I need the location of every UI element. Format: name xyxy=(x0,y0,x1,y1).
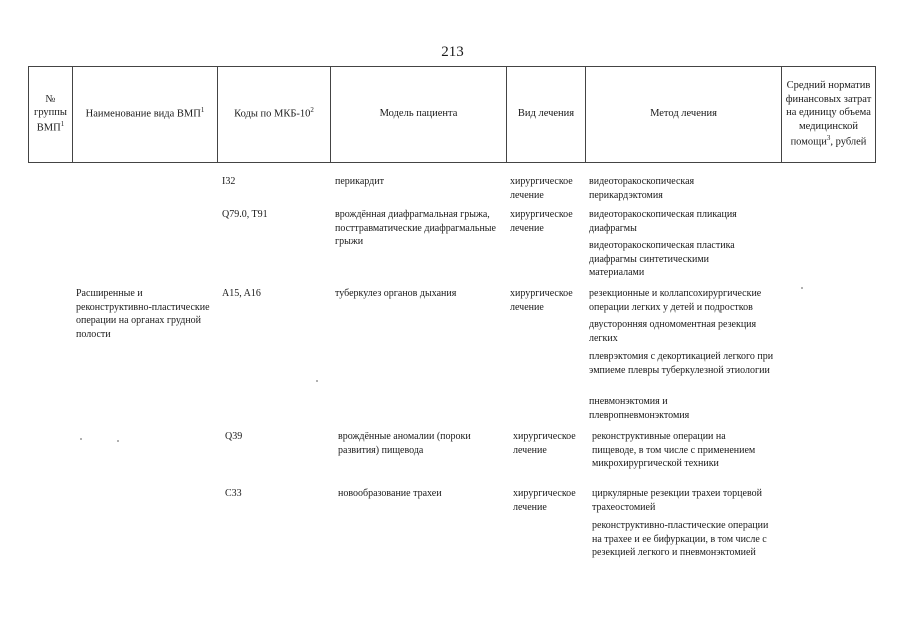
header-treatment-method: Метод лечения xyxy=(650,108,717,120)
header-icd-codes: Коды по МКБ-$10^2$ xyxy=(234,106,314,120)
patient-model: врождённая диафрагмальная грыжа, посттравматические диафрагмальные грыжи xyxy=(335,209,496,247)
header-patient-model: Модель пациента xyxy=(379,108,458,120)
header-vmp-name: Наименование вида ВМП$^1$ xyxy=(85,106,205,120)
treatment-method: плеврэктомия с декортикацией легкого при эмпиеме плевры туберкулезной этиологии xyxy=(589,351,774,376)
treatment-type: хирургическое лечение xyxy=(513,431,576,456)
treatment-type: хирургическое лечение xyxy=(513,488,576,513)
treatment-method: видеоторакоскопическая пластика диафрагмы синтетическими материалами xyxy=(589,240,735,278)
header-group-no: № группы ВМП$^1$ xyxy=(34,93,67,134)
patient-model: новообразование трахеи xyxy=(338,488,442,499)
patient-model: врождённые аномалии (пороки развития) пищевода xyxy=(338,431,471,456)
treatment-type: хирургическое лечение xyxy=(510,288,573,313)
page-number: 213 xyxy=(441,44,464,60)
icd-code: Q39 xyxy=(225,431,243,442)
treatment-type: хирургическое лечение xyxy=(510,176,573,201)
icd-code: I32 xyxy=(222,176,236,187)
scan-speck xyxy=(117,440,119,442)
scan-speck xyxy=(801,287,803,289)
treatment-method: видеоторакоскопическая перикардэктомия xyxy=(589,176,695,201)
treatment-method: реконструктивно-пластические операции на трахее и ее бифуркации, в том числе с резекцией легкого и пневмонэктомией xyxy=(592,520,769,558)
vmp-group-name: Расширенные и реконструктивно-пластические операции на органах грудной полости xyxy=(76,288,210,340)
scan-speck xyxy=(316,380,318,382)
patient-model: перикардит xyxy=(335,176,384,187)
treatment-method: реконструктивные операции на пищеводе, в том числе с применением микрохирургической техники xyxy=(592,431,756,469)
header-cost-norm: Средний норматив финансовых затрат на единицу объема медицинской помощи$^3$, рублей xyxy=(785,80,872,148)
patient-model: туберкулез органов дыхания xyxy=(335,288,457,299)
scan-speck xyxy=(80,438,82,440)
icd-code: C33 xyxy=(225,488,242,499)
treatment-method: циркулярные резекции трахеи торцевой трахеостомией xyxy=(592,488,762,513)
header-treatment-type: Вид лечения xyxy=(517,108,575,120)
treatment-method: видеоторакоскопическая пликация диафрагмы xyxy=(589,209,737,234)
treatment-method: резекционные и коллапсохирургические операции легких у детей и подростков xyxy=(589,288,762,313)
icd-code: A15, A16 xyxy=(222,288,261,299)
icd-code: Q79.0, T91 xyxy=(222,209,268,220)
treatment-method: двусторонняя одномоментная резекция легких xyxy=(589,319,757,344)
treatment-type: хирургическое лечение xyxy=(510,209,573,234)
treatment-method: пневмонэктомия и плевропневмонэктомия xyxy=(589,396,690,421)
